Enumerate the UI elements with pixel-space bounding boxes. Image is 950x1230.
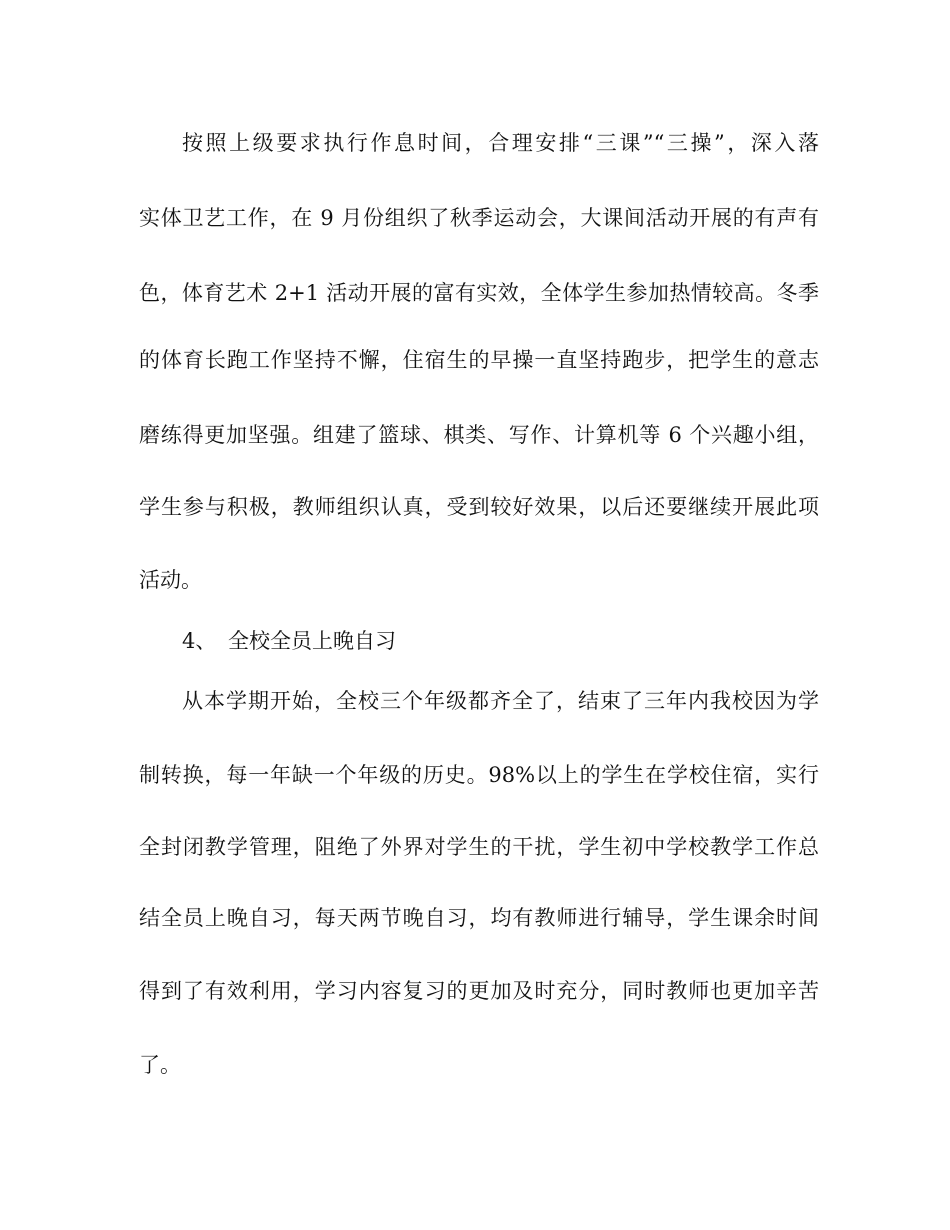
paragraph-line: 结全员上晚自习，每天两节晚自习，均有教师进行辅导，学生课余时间 bbox=[139, 906, 819, 930]
paragraph-line: 实体卫艺工作，在 9 月份组织了秋季运动会，大课间活动开展的有声有 bbox=[139, 206, 819, 230]
paragraph-line: 了。 bbox=[139, 1053, 181, 1077]
section-heading bbox=[182, 626, 396, 656]
paragraph-line: 全封闭教学管理，阻绝了外界对学生的干扰，学生初中学校教学工作总 bbox=[139, 835, 819, 859]
section-title: 全校全员上晚自习 bbox=[228, 629, 396, 653]
paragraph-line: 按照上级要求执行作息时间，合理安排“三课”“三操”，深入落 bbox=[182, 131, 819, 155]
paragraph-line: 制转换，每一年缺一个年级的历史。98%以上的学生在学校住宿，实行 bbox=[139, 763, 819, 787]
paragraph-line: 色，体育艺术 2+1 活动开展的富有实效，全体学生参加热情较高。冬季 bbox=[139, 281, 819, 305]
paragraph-line: 学生参与积极，教师组织认真，受到较好效果，以后还要继续开展此项 bbox=[139, 495, 819, 519]
paragraph-line: 磨练得更加坚强。组建了篮球、棋类、写作、计算机等 6 个兴趣小组， bbox=[139, 423, 819, 447]
section-number: 4、 bbox=[182, 629, 217, 653]
paragraph-line: 得到了有效利用，学习内容复习的更加及时充分，同时教师也更加辛苦 bbox=[139, 979, 819, 1003]
paragraph-line: 活动。 bbox=[139, 568, 202, 592]
paragraph-line: 从本学期开始，全校三个年级都齐全了，结束了三年内我校因为学 bbox=[182, 689, 819, 713]
paragraph-line: 的体育长跑工作坚持不懈，住宿生的早操一直坚持跑步，把学生的意志 bbox=[139, 348, 819, 372]
